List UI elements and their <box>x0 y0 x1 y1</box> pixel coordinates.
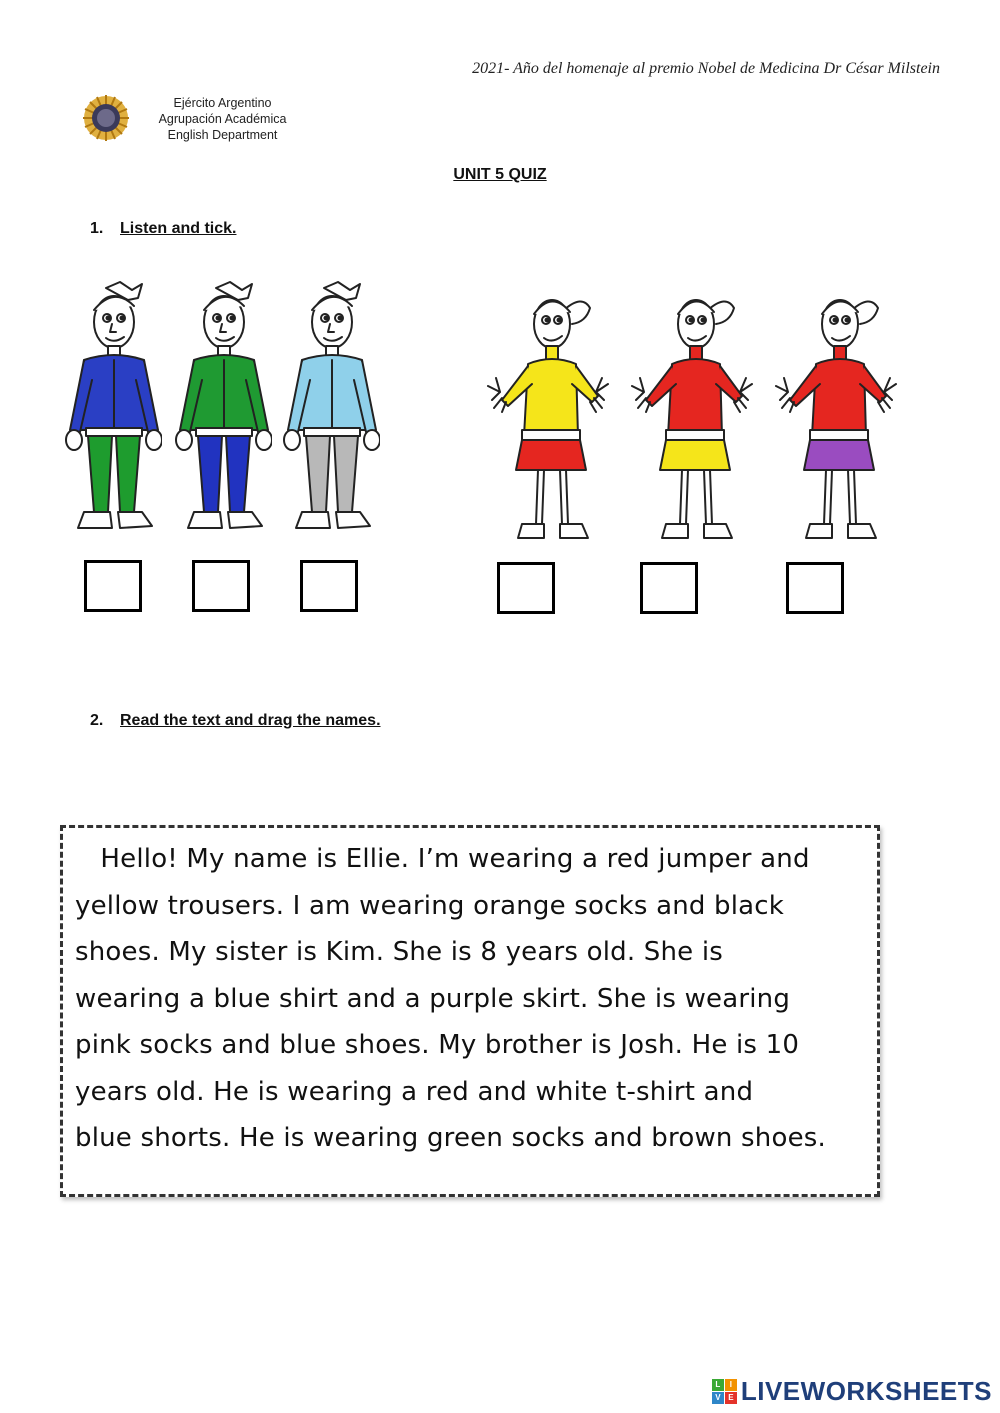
org-line-academic: Agrupación Académica <box>158 112 287 126</box>
text-line: shoes. My sister is Kim. She is 8 years old. She is <box>75 937 723 967</box>
tick-box-boy-1[interactable] <box>84 560 142 612</box>
section-2-instruction <box>90 712 381 730</box>
girl-figure-3 <box>766 288 906 548</box>
reading-text <box>75 836 863 1162</box>
brand-block: E <box>725 1392 737 1404</box>
brand-logo-icon <box>712 1379 737 1404</box>
section-1-instruction <box>90 220 236 238</box>
section-2-number: 2. <box>90 712 104 729</box>
army-logo-icon <box>82 94 130 142</box>
header-note: 2021- Año del homenaje al premio Nobel de Medicina Dr César Milstein <box>472 60 940 77</box>
text-line: years old. He is wearing a red and white t-shirt and <box>75 1076 754 1107</box>
reading-text-box <box>60 825 880 1197</box>
boy-figure-1 <box>62 280 162 545</box>
girl-figure-1 <box>478 288 618 548</box>
org-line-army: Ejército Argentino <box>173 96 272 110</box>
brand-text: LIVEWORKSHEETS <box>740 1376 992 1406</box>
liveworksheets-brand <box>712 1376 992 1407</box>
boy-figure-3 <box>280 280 380 545</box>
brand-block: V <box>712 1392 724 1404</box>
organization-block <box>150 95 295 143</box>
tick-box-girl-1[interactable] <box>497 562 555 614</box>
brand-block: I <box>725 1379 737 1391</box>
section-1-text: Listen and tick. <box>120 220 237 237</box>
brand-block: L <box>712 1379 724 1391</box>
text-line: pink socks and blue shoes. My brother is Josh. He is 10 <box>75 1030 800 1060</box>
tick-box-boy-3[interactable] <box>300 560 358 612</box>
text-line: Hello! My name is Ellie. I’m wearing a red jumper and <box>75 844 810 874</box>
org-line-department: English Department <box>167 128 278 142</box>
text-line: yellow trousers. I am wearing orange socks and black <box>75 890 785 921</box>
section-2-text: Read the text and drag the names. <box>120 712 381 729</box>
tick-box-girl-2[interactable] <box>640 562 698 614</box>
text-line: wearing a blue shirt and a purple skirt. She is wearing <box>75 983 791 1014</box>
text-line: blue shorts. He is wearing green socks and brown shoes. <box>75 1123 826 1153</box>
girl-figure-2 <box>622 288 762 548</box>
boy-figure-2 <box>172 280 272 545</box>
section-1-number: 1. <box>90 220 104 237</box>
page-title: UNIT 5 QUIZ <box>453 166 547 183</box>
tick-box-boy-2[interactable] <box>192 560 250 612</box>
tick-box-girl-3[interactable] <box>786 562 844 614</box>
